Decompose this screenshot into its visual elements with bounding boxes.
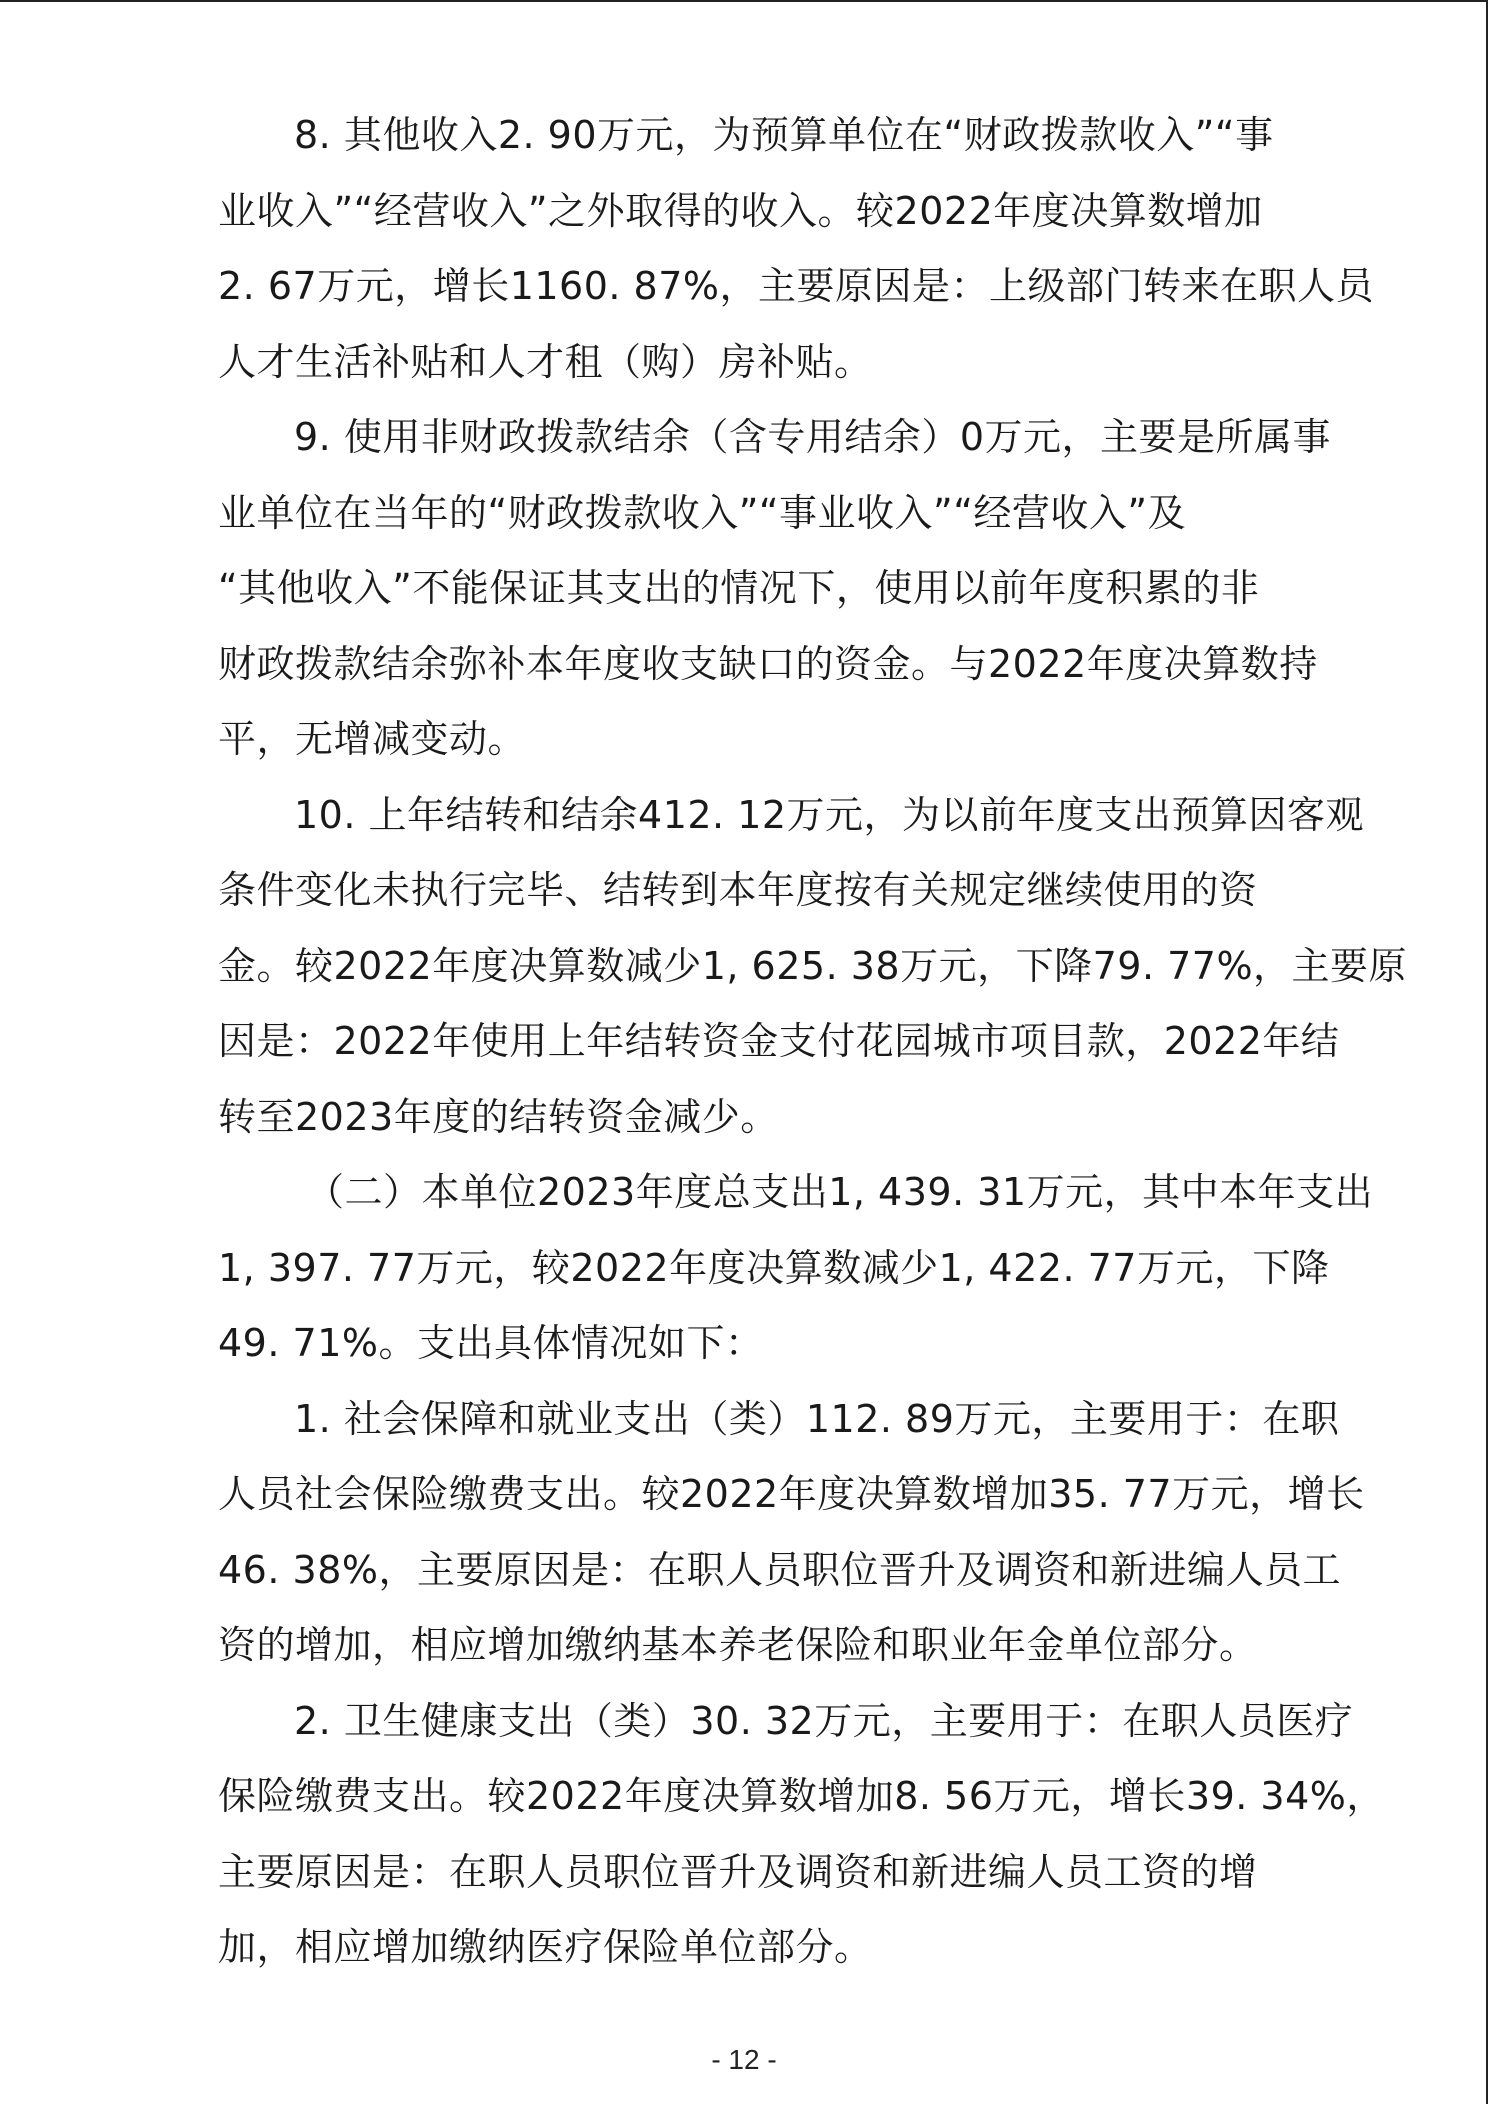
para-other-income-line-3: 2. 67万元，增长1160. 87%，主要原因是：上级部门转来在职人员 xyxy=(218,264,1375,308)
para-carryover-line-2: 条件变化未执行完毕、结转到本年度按有关规定继续使用的资 xyxy=(218,868,1258,912)
page-number: - 12 - xyxy=(711,2044,777,2075)
para-health-line-3: 主要原因是：在职人员职位晋升及调资和新进编人员工资的增 xyxy=(218,1849,1258,1894)
para-total-expenditure-line-2: 1, 397. 77万元，较2022年度决算数减少1, 422. 77万元，下降 xyxy=(218,1245,1330,1290)
para-total-expenditure-line-1: （二）本单位2023年度总支出1, 439. 31万元，其中本年支出 xyxy=(306,1170,1374,1214)
para-carryover-line-1: 10. 上年结转和结余412. 12万元，为以前年度支出预算因客观 xyxy=(294,792,1365,837)
para-other-income-line-2: 业收入”“经营收入”之外取得的收入。较2022年度决算数增加 xyxy=(218,188,1263,233)
para-social-security-line-2: 人员社会保险缴费支出。较2022年度决算数增加35. 77万元，增长 xyxy=(218,1472,1365,1516)
para-other-income-line-1: 8. 其他收入2. 90万元，为预算单位在“财政拨款收入”“事 xyxy=(294,113,1274,157)
para-total-expenditure-line-3: 49. 71%。支出具体情况如下： xyxy=(218,1321,764,1365)
para-non-fiscal-balance-line-1: 9. 使用非财政拨款结余（含专用结余）0万元，主要是所属事 xyxy=(294,415,1332,459)
para-carryover-line-5: 转至2023年度的结转资金减少。 xyxy=(218,1094,779,1139)
para-carryover-line-3: 金。较2022年度决算数减少1, 625. 38万元，下降79. 77%，主要原 xyxy=(218,943,1408,988)
para-social-security-line-3: 46. 38%，主要原因是：在职人员职位晋升及调资和新进编人员工 xyxy=(218,1547,1341,1592)
para-non-fiscal-balance-line-2: 业单位在当年的“财政拨款收入”“事业收入”“经营收入”及 xyxy=(218,490,1187,535)
para-health-line-2: 保险缴费支出。较2022年度决算数增加8. 56万元，增长39. 34%， xyxy=(218,1774,1385,1818)
para-health-line-4: 加，相应增加缴纳医疗保险单位部分。 xyxy=(218,1925,873,1969)
para-non-fiscal-balance-line-3: “其他收入”不能保证其支出的情况下，使用以前年度积累的非 xyxy=(218,566,1260,610)
para-health-line-1: 2. 卫生健康支出（类）30. 32万元，主要用于：在职人员医疗 xyxy=(294,1698,1354,1743)
para-social-security-line-4: 资的增加，相应增加缴纳基本养老保险和职业年金单位部分。 xyxy=(218,1623,1258,1667)
body-text xyxy=(218,98,1408,1986)
para-non-fiscal-balance-line-4: 财政拨款结余弥补本年度收支缺口的资金。与2022年度决算数持 xyxy=(218,641,1318,686)
para-carryover-line-4: 因是：2022年使用上年结转资金支付花园城市项目款，2022年结 xyxy=(218,1019,1340,1063)
para-social-security-line-1: 1. 社会保障和就业支出（类）112. 89万元，主要用于：在职 xyxy=(294,1396,1340,1441)
para-non-fiscal-balance-line-5: 平，无增减变动。 xyxy=(218,717,527,761)
para-other-income-line-4: 人才生活补贴和人才租（购）房补贴。 xyxy=(218,339,873,384)
